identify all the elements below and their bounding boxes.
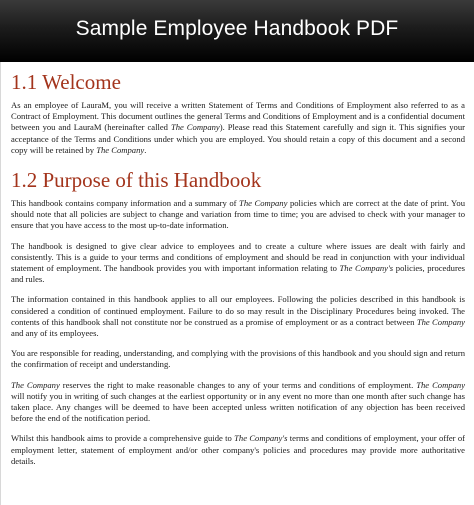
text-run: As an employee of LauraM, you will receive a written Statement of Terms and Conditions of Employment also referred to as a Contract of Employment. This document outlines the general Terms and Conditions of Employment and is a confidential document between you and LauraM (hereinafter called (11, 100, 465, 133)
text-run: Whilst this handbook aims to provide a comprehensive guide to (11, 433, 235, 444)
text-run: . (144, 144, 147, 155)
company-name: The Company (416, 316, 465, 327)
company-name: The Company (170, 122, 220, 133)
company-name: The Company (239, 198, 288, 209)
document-page (0, 62, 474, 505)
purpose-heading: 1.2 Purpose of this Handbook (11, 168, 262, 193)
text-run: The handbook is designed to give clear advice to employees and to create a culture where issues are dealt with fairly and consistently. This is a guide to your terms and conditions of employment and should be read in conjunction with your individual statement of employment. The handbook provides you with important information relating to (11, 240, 465, 274)
document-body (1, 62, 474, 467)
text-run: ). Please read this Statement carefully and sign it. This signifies your acceptance of the Terms and Conditions under which you are employed. You should retain a copy of this document and a second copy will be retained by (11, 122, 466, 155)
company-name: The Company (11, 379, 60, 390)
text-run: reserves the right to make reasonable changes to any of your terms and conditions of employment. (59, 379, 417, 390)
welcome-paragraph (11, 100, 465, 156)
text-run: and any of its employees. (11, 328, 99, 339)
text-run: This handbook contains company information and a summary of (11, 198, 240, 209)
text-run: terms and conditions of employment, your offer of employment letter, statement of employment and/or other company's policies and procedures may provide more authoritative details. (11, 433, 465, 466)
text-run: will notify you in writing of such changes at the earliest opportunity or in any event no more than one month after such change has taken place. Any changes will be deemed to have been accepted unless written notification of any objection has been received before the end of the notification period. (11, 390, 465, 424)
banner (0, 0, 474, 62)
welcome-heading: 1.1 Welcome (11, 70, 121, 94)
text-run: policies, procedures and rules. (11, 263, 465, 285)
company-name: The Company's (339, 263, 394, 274)
purpose-paragraph-3 (11, 294, 465, 339)
purpose-paragraph-4: You are responsible for reading, understanding, and complying with the provisions of this handbook and you should sign and return the confirmation of receipt and understanding. (11, 348, 465, 370)
banner-title: Sample Employee Handbook PDF (75, 17, 399, 40)
text-run: policies which are correct at the date of print. You should note that all policies are subject to change and variation from time to time; you are advised to check with your manager to ensure that you have access to the most up-to-date information. (11, 198, 465, 231)
purpose-paragraph-1 (11, 198, 465, 232)
purpose-paragraph-6 (11, 433, 465, 467)
purpose-paragraph-5 (11, 380, 465, 425)
company-name: The Company's (234, 433, 288, 444)
purpose-paragraph-2 (11, 241, 465, 286)
company-name: The Company (96, 144, 145, 155)
company-name: The Company (416, 379, 466, 390)
text-run: The information contained in this handbook applies to all our employees. Following the policies described in this handbook is considered a condition of continued employment. Failure to do so may result in the Disciplinary Procedures being invoked. The contents of this handbook shall not constitute nor be construed as a promise of employment or as a contract between (11, 294, 465, 327)
